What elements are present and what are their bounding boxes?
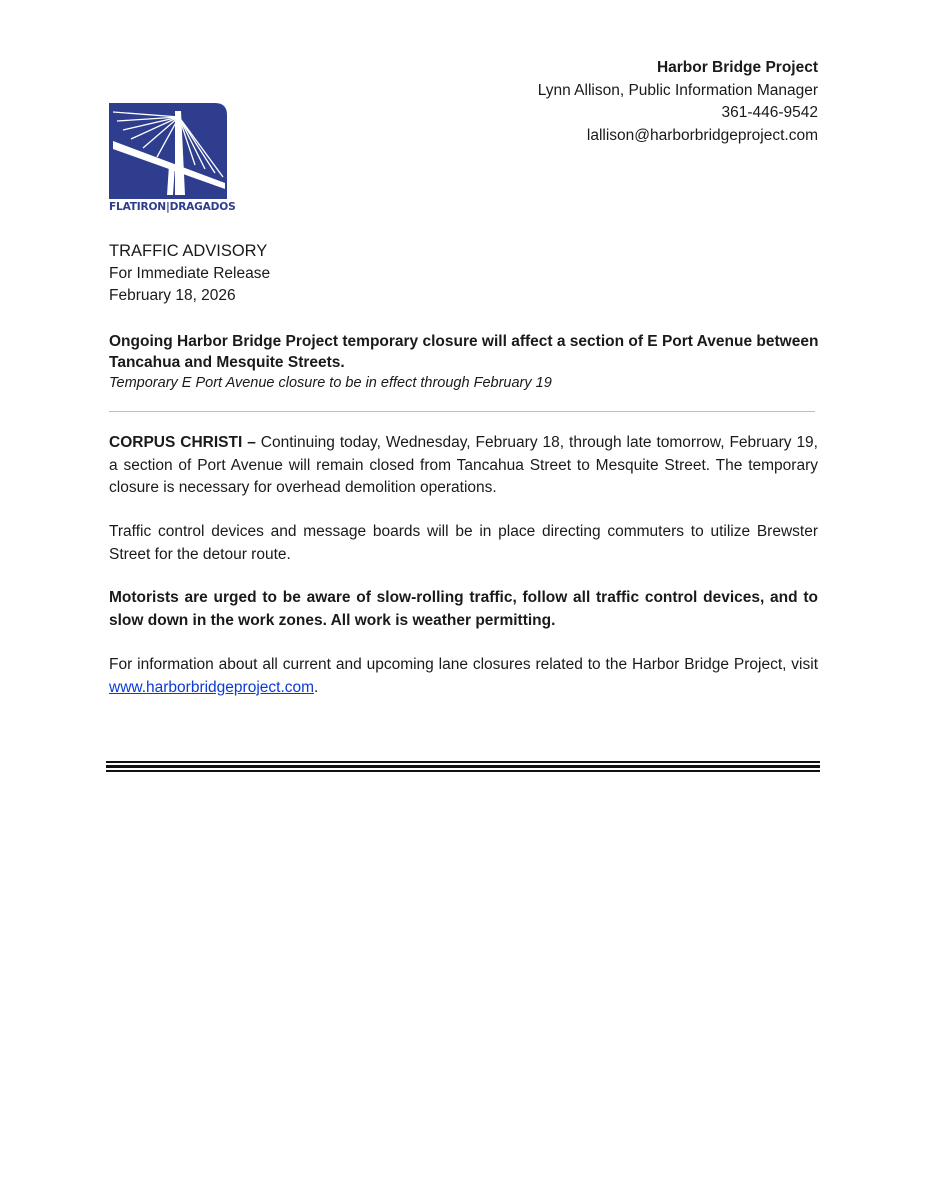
company-logo bbox=[109, 103, 236, 219]
contact-phone: 361-446-9542 bbox=[721, 104, 818, 121]
subheadline: Temporary E Port Avenue closure to be in effect through February 19 bbox=[109, 375, 552, 391]
paragraph-1-text: Continuing today, Wednesday, February 18, through late tomorrow, February 19, a section of Port Avenue will remain closed from Tancahua Street to Mesquite Street. The temporary closure is necessary for overhead demolition operations. bbox=[109, 434, 818, 496]
release-label: For Immediate Release bbox=[109, 264, 271, 282]
contact-person: Lynn Allison, Public Information Manager bbox=[537, 81, 818, 99]
contact-organization: Harbor Bridge Project bbox=[656, 59, 818, 76]
body-paragraph-1 bbox=[109, 432, 818, 500]
cable-stayed-bridge-logo-icon bbox=[109, 103, 227, 199]
headline: Ongoing Harbor Bridge Project temporary closure will affect a section of E Port Avenue between Tancahua and Mesquite Streets. bbox=[109, 333, 819, 371]
logo-wordmark: FLATIRON|DRAGADOS bbox=[109, 201, 236, 213]
dateline: CORPUS CHRISTI – bbox=[109, 434, 256, 451]
footer-rule-middle bbox=[106, 765, 820, 768]
paragraph-4-text: For information about all current and upcoming lane closures related to the Harbor Bridge Project, visit bbox=[109, 656, 818, 673]
release-date: February 18, 2026 bbox=[109, 287, 236, 304]
paragraph-4-end: . bbox=[314, 678, 319, 696]
advisory-block bbox=[109, 240, 270, 308]
footer-rule-top bbox=[106, 761, 820, 763]
website-link[interactable]: www.harborbridgeproject.com bbox=[109, 678, 315, 696]
body-paragraph-3: Motorists are urged to be aware of slow-rolling traffic, follow all traffic control devices, and to slow down in the work zones. All work is weather permitting. bbox=[109, 589, 818, 629]
section-divider bbox=[109, 411, 815, 412]
body-paragraph-2: Traffic control devices and message boards will be in place directing commuters to utilize Brewster Street for the detour route. bbox=[109, 523, 818, 563]
body-paragraph-4 bbox=[109, 654, 818, 699]
contact-block bbox=[538, 57, 818, 147]
advisory-type: TRAFFIC ADVISORY bbox=[109, 242, 268, 260]
contact-email: lallison@harborbridgeproject.com bbox=[586, 126, 818, 144]
footer-rule-bottom bbox=[106, 770, 820, 772]
